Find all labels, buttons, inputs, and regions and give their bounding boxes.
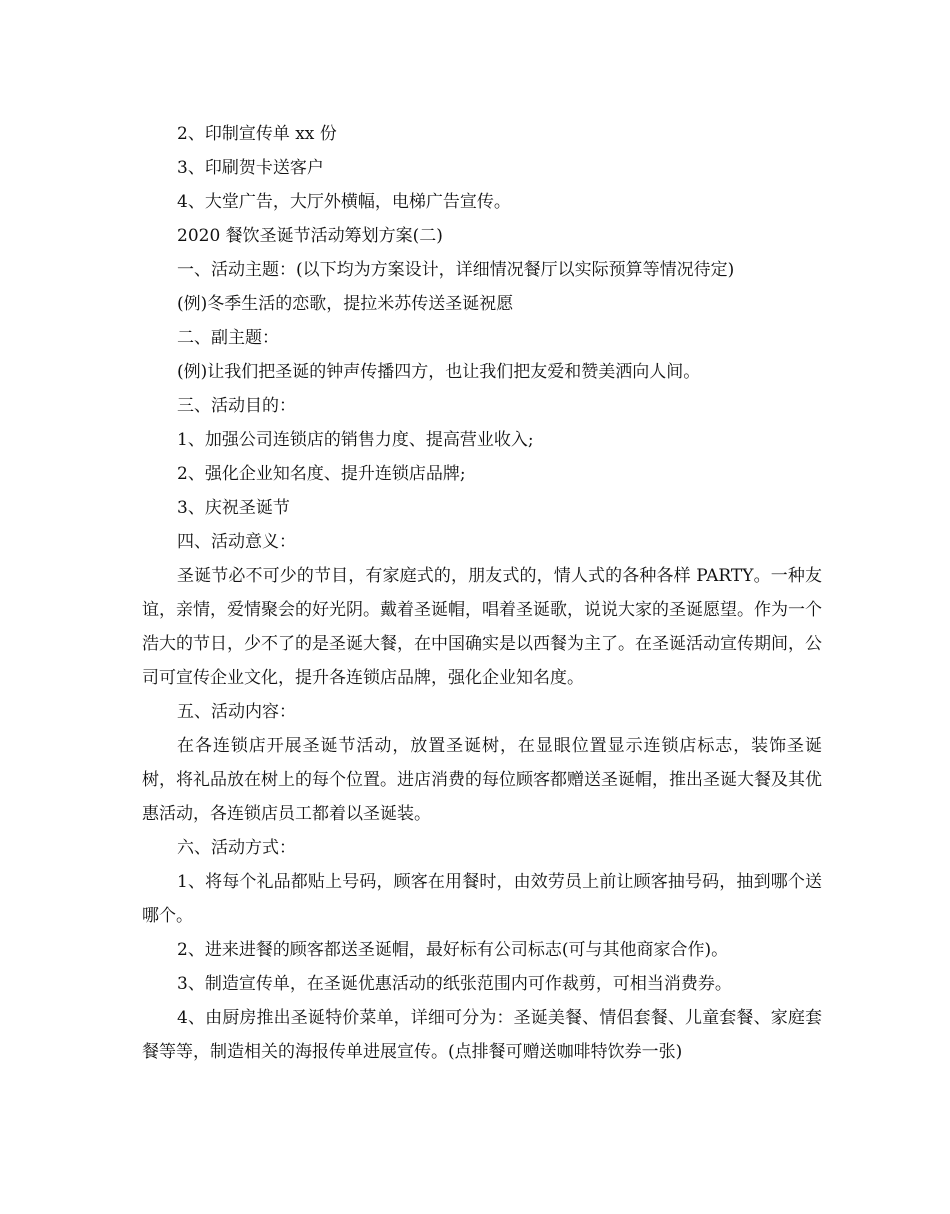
sub-theme-example: (例)让我们把圣诞的钟声传播四方，也让我们把友爱和赞美洒向人间。 xyxy=(177,362,701,382)
goal-item-sales: 1、加强公司连锁店的销售力度、提高营业收入; xyxy=(177,430,534,450)
heading-activity-goals: 三、活动目的： xyxy=(177,396,296,416)
paragraph-activity-meaning: 圣诞节必不可少的节目，有家庭式的，朋友式的，情人式的各种各样 PARTY。一种友谊，亲情，爱情聚会的好光阴。戴着圣诞帽，唱着圣诞歌，说说大家的圣诞愿望。作为一个浩大的节日，少不了的是圣诞大餐，在中国确实是以西餐为主了。在圣诞活动宣传期间，公司可宣传企业文化，提升各连锁店品牌，强化企业知名度。 xyxy=(142,566,822,688)
method-item-flyers: 3、制造宣传单，在圣诞优惠活动的纸张范围内可作裁剪，可相当消费券。 xyxy=(177,974,732,994)
document-body xyxy=(142,117,822,1069)
paragraph-activity-content: 在各连锁店开展圣诞节活动，放置圣诞树，在显眼位置显示连锁店标志，装饰圣诞树，将礼品放在树上的每个位置。进店消费的每位顾客都赠送圣诞帽，推出圣诞大餐及其优惠活动，各连锁店员工都着以圣诞装。 xyxy=(142,736,822,824)
heading-activity-content: 五、活动内容： xyxy=(177,702,296,722)
list-item-print-flyers: 2、印制宣传单 xx 份 xyxy=(177,124,337,144)
theme-example: (例)冬季生活的恋歌，提拉米苏传送圣诞祝愿 xyxy=(177,294,514,314)
goal-item-brand: 2、强化企业知名度、提升连锁店品牌; xyxy=(177,464,466,484)
method-item-hats: 2、进来进餐的顾客都送圣诞帽，最好标有公司标志(可与其他商家合作)。 xyxy=(177,940,729,960)
list-item-lobby-ads: 4、大堂广告，大厅外横幅，电梯广告宣传。 xyxy=(177,192,511,212)
section-title-plan-two: 2020 餐饮圣诞节活动筹划方案(二) xyxy=(177,226,443,246)
heading-activity-meaning: 四、活动意义： xyxy=(177,532,296,552)
method-item-special-menu: 4、由厨房推出圣诞特价菜单，详细可分为：圣诞美餐、情侣套餐、儿童套餐、家庭套餐等等，制造相关的海报传单进展宣传。(点排餐可赠送咖啡特饮券一张) xyxy=(142,1008,822,1062)
heading-activity-theme: 一、活动主题：(以下均为方案设计，详细情况餐厅以实际预算等情况待定) xyxy=(177,260,735,280)
method-item-gift-numbers: 1、将每个礼品都贴上号码，顾客在用餐时，由效劳员上前让顾客抽号码，抽到哪个送哪个。 xyxy=(142,872,822,926)
list-item-greeting-cards: 3、印刷贺卡送客户 xyxy=(177,158,324,178)
heading-activity-method: 六、活动方式： xyxy=(177,838,296,858)
heading-sub-theme: 二、副主题： xyxy=(177,328,279,348)
goal-item-celebrate: 3、庆祝圣诞节 xyxy=(177,498,290,518)
